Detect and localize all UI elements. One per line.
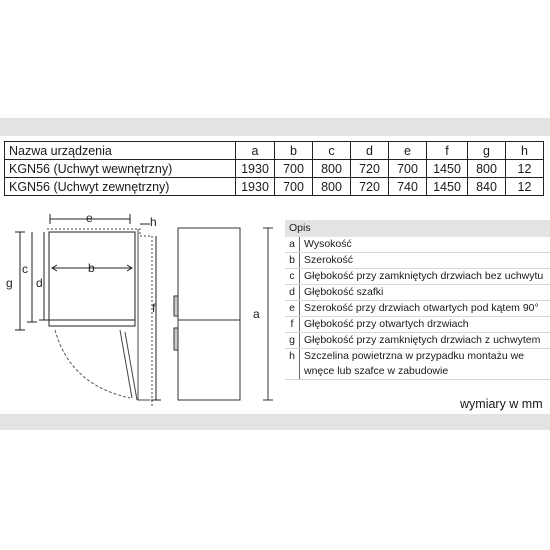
legend-item (285, 333, 550, 349)
header-g: g (468, 142, 506, 160)
dimension-lines (15, 214, 161, 400)
legend-key: e (285, 301, 300, 316)
table-row (5, 178, 544, 196)
cell-b: 700 (275, 160, 313, 178)
header-h: h (506, 142, 544, 160)
label-h: h (150, 215, 157, 229)
cell-model: KGN56 (Uchwyt wewnętrzny) (5, 160, 236, 178)
cell-c: 800 (313, 160, 351, 178)
legend-key: h (285, 349, 300, 379)
legend-text: Głębokość przy otwartych drzwiach (304, 318, 469, 330)
top-view (47, 229, 152, 406)
cell-a: 1930 (236, 178, 275, 196)
cell-e: 740 (389, 178, 427, 196)
unit-note: wymiary w mm (460, 397, 543, 411)
legend-text: Szerokość (304, 254, 354, 266)
cell-b: 700 (275, 178, 313, 196)
cell-f: 1450 (427, 178, 468, 196)
legend-item (285, 349, 550, 380)
cell-g: 840 (468, 178, 506, 196)
cell-h: 12 (506, 160, 544, 178)
label-a: a (253, 307, 260, 321)
legend-key: a (285, 237, 300, 252)
cell-a: 1930 (236, 160, 275, 178)
cell-f: 1450 (427, 160, 468, 178)
cell-c: 800 (313, 178, 351, 196)
legend-key: d (285, 285, 300, 300)
legend-text: Głębokość szafki (304, 286, 384, 298)
legend-item (285, 285, 550, 301)
legend-key: b (285, 253, 300, 268)
legend-text: Szerokość przy drzwiach otwartych pod kątem 90° (304, 302, 539, 314)
header-model-name: Nazwa urządzenia (5, 142, 236, 160)
cell-model: KGN56 (Uchwyt zewnętrzny) (5, 178, 236, 196)
legend-text: Głębokość przy zamkniętych drzwiach z uchwytem (304, 334, 541, 346)
bottom-divider-band (0, 414, 550, 430)
cell-e: 700 (389, 160, 427, 178)
header-a: a (236, 142, 275, 160)
header-f: f (427, 142, 468, 160)
table-header-row (5, 142, 544, 160)
legend-text: Szczelina powietrzna w przypadku montażu we wnęce lub szafce w zabudowie (304, 350, 525, 377)
legend-title: Opis (285, 220, 550, 237)
legend-key: f (285, 317, 300, 332)
header-d: d (351, 142, 389, 160)
legend-item (285, 237, 550, 253)
cell-g: 800 (468, 160, 506, 178)
header-b: b (275, 142, 313, 160)
label-e: e (86, 211, 93, 225)
table-row (5, 160, 544, 178)
top-divider-band (0, 118, 550, 136)
legend-item (285, 301, 550, 317)
dimensions-table (4, 141, 544, 196)
cell-d: 720 (351, 178, 389, 196)
label-g: g (6, 276, 13, 290)
cell-h: 12 (506, 178, 544, 196)
legend-key: g (285, 333, 300, 348)
legend-key: c (285, 269, 300, 284)
dimension-drawing (0, 205, 275, 420)
label-b: b (88, 261, 95, 275)
legend-text: Głębokość przy zamkniętych drzwiach bez uchwytu (304, 270, 544, 282)
label-d: d (36, 276, 43, 290)
label-f: f (152, 301, 156, 315)
legend-item (285, 317, 550, 333)
header-c: c (313, 142, 351, 160)
legend-text: Wysokość (304, 238, 352, 250)
legend (285, 220, 550, 380)
header-e: e (389, 142, 427, 160)
legend-item (285, 253, 550, 269)
legend-item (285, 269, 550, 285)
cell-d: 720 (351, 160, 389, 178)
label-c: c (22, 262, 28, 276)
